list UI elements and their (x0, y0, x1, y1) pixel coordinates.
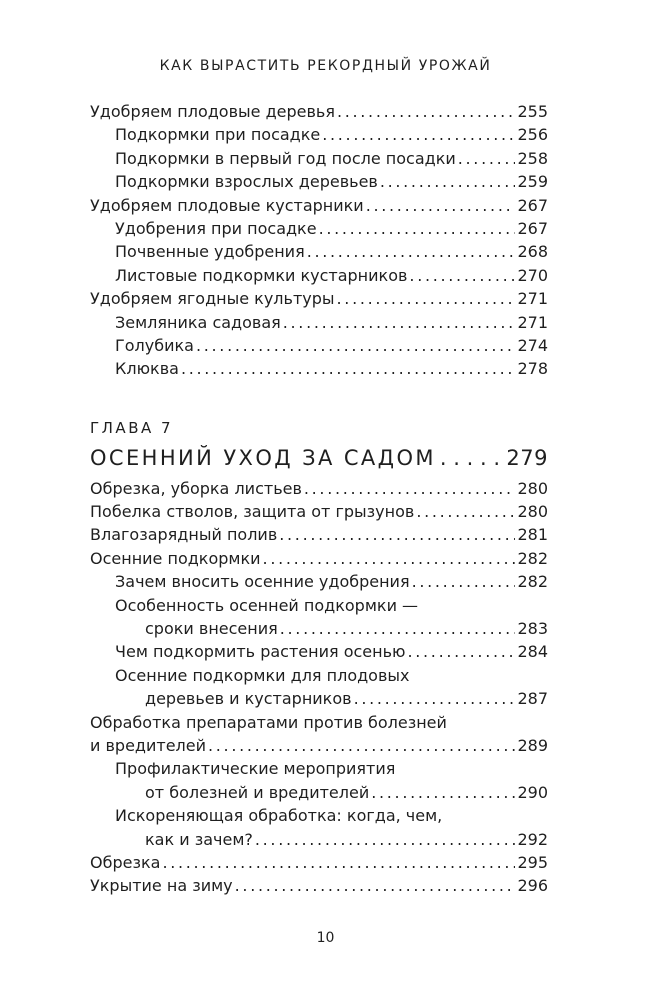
toc-entry-title: Удобряем плодовые кустарники (90, 195, 364, 215)
toc-entry-page: 271 (517, 312, 548, 332)
toc-entry-page: 271 (517, 289, 548, 309)
toc-entry-title: Обрезка (90, 852, 161, 872)
dot-leader (337, 100, 515, 123)
toc-entry-title: Почвенные удобрения (115, 242, 305, 262)
toc-entry-page: 256 (517, 125, 548, 145)
toc-entry-page: 255 (517, 102, 548, 121)
toc-entry-page: 281 (517, 525, 548, 545)
toc-entry-title: Подкормки в первый год после посадки (115, 148, 456, 168)
toc-entry (90, 640, 548, 663)
toc-entry (90, 851, 548, 874)
toc-entry-title: Чем подкормить растения осенью (115, 642, 406, 662)
dot-leader (208, 734, 515, 757)
toc-entry (90, 687, 548, 710)
toc-entry-title: деревьев и кустарников (145, 689, 352, 709)
dot-leader (196, 334, 515, 357)
toc-entry-title: Зачем вносить осенние удобрения (115, 572, 410, 592)
toc-entry-title: как и зачем? (145, 829, 253, 849)
chapter-page: 279 (506, 445, 548, 470)
dot-leader (263, 547, 516, 570)
toc-entry (90, 264, 548, 287)
dot-leader (322, 123, 515, 146)
toc-entry (90, 217, 548, 240)
toc-entry (90, 334, 548, 357)
toc-entry-title: от болезней и вредителей (145, 782, 370, 802)
toc-entry-page: 268 (517, 242, 548, 262)
toc-entry (90, 500, 548, 523)
toc-entry-page: 270 (517, 265, 548, 285)
toc-entry-page: 280 (517, 502, 548, 522)
dot-leader (366, 194, 516, 217)
toc-entry-page: 283 (517, 619, 548, 639)
toc-entry (90, 781, 548, 804)
toc-entry (90, 170, 548, 193)
toc-entry-title: Осенние подкормки (90, 548, 261, 568)
toc-entry-title: Удобрения при посадке (115, 218, 317, 238)
toc-entry-title: Удобряем ягодные культуры (90, 289, 335, 309)
toc-entry (90, 477, 548, 500)
toc-entry-page: 284 (517, 642, 548, 662)
toc-entry-title: Влагозарядный полив (90, 525, 278, 545)
toc-entry-title: Укрытие на зиму (90, 876, 233, 896)
running-head: КАК ВЫРАСТИТЬ РЕКОРДНЫЙ УРОЖАЙ (159, 58, 492, 74)
chapter-title: ОСЕННИЙ УХОД ЗА САДОМ (90, 445, 436, 470)
dot-leader (458, 147, 516, 170)
toc-entry-title: сроки внесения (145, 619, 278, 639)
table-of-contents (90, 100, 548, 898)
dot-leader (280, 617, 516, 640)
dot-leader (307, 240, 516, 263)
chapter-label: ГЛАВА 7 (90, 418, 174, 437)
toc-entry-title: Голубика (115, 335, 194, 355)
toc-entry-title: Удобряем плодовые деревья (90, 102, 335, 121)
dot-leader (181, 357, 516, 380)
toc-entry-title: Подкормки при посадке (115, 125, 321, 145)
toc-entry-page: 267 (517, 218, 548, 238)
toc-entry-title: и вредителей (90, 735, 207, 755)
chapter-title-entry (90, 441, 548, 475)
toc-entry-title: Подкормки взрослых деревьев (115, 172, 378, 192)
toc-entry (90, 123, 548, 146)
dot-leader (255, 828, 516, 851)
toc-entry-title: Побелка стволов, защита от грызунов (90, 502, 415, 522)
dot-leader (409, 264, 515, 287)
toc-entry-page: 292 (517, 829, 548, 849)
page-number: 10 (316, 930, 335, 946)
dot-leader (283, 311, 516, 334)
toc-entry-first-line: Осенние подкормки для плодовых (115, 665, 410, 685)
toc-entry (90, 147, 548, 170)
toc-entry (90, 287, 548, 310)
toc-entry (90, 734, 548, 757)
toc-entry-page: 278 (517, 359, 548, 379)
toc-entry-page: 282 (517, 572, 548, 592)
toc-entry (90, 523, 548, 546)
toc-entry-page: 289 (517, 735, 548, 755)
dot-leader (440, 441, 502, 475)
toc-entry-page: 287 (517, 689, 548, 709)
dot-leader (162, 851, 515, 874)
toc-entry-page: 290 (517, 782, 548, 802)
toc-entry-first-line: Искореняющая обработка: когда, чем, (115, 806, 443, 826)
dot-leader (279, 523, 515, 546)
toc-entry-title: Земляника садовая (115, 312, 281, 332)
toc-entry-first-line: Профилактические мероприятия (115, 759, 396, 779)
toc-entry (90, 828, 548, 851)
toc-entry-page: 296 (517, 876, 548, 896)
toc-entry-page: 258 (517, 148, 548, 168)
dot-leader (416, 500, 515, 523)
toc-entry (90, 357, 548, 380)
toc-entry (90, 100, 548, 123)
toc-entry-first-line: Особенность осенней подкормки — (115, 595, 419, 615)
toc-entry-title: Обрезка, уборка листьев (90, 478, 302, 498)
toc-entry-page: 267 (517, 195, 548, 215)
dot-leader (412, 570, 516, 593)
toc-entry-page: 282 (517, 548, 548, 568)
dot-leader (235, 874, 516, 897)
toc-entry-page: 274 (517, 335, 548, 355)
toc-entry-title: Листовые подкормки кустарников (115, 265, 408, 285)
toc-entry-page: 280 (517, 478, 548, 498)
toc-entry (90, 311, 548, 334)
toc-entry (90, 547, 548, 570)
dot-leader (371, 781, 515, 804)
toc-entry-title: Клюква (115, 359, 179, 379)
toc-entry (90, 240, 548, 263)
toc-entry (90, 874, 548, 897)
toc-entry-page: 295 (517, 852, 548, 872)
toc-entry-page: 259 (517, 172, 548, 192)
dot-leader (380, 170, 516, 193)
toc-entry-first-line: Обработка препаратами против болезней (90, 712, 447, 732)
toc-entry (90, 570, 548, 593)
toc-entry (90, 194, 548, 217)
dot-leader (304, 477, 516, 500)
dot-leader (319, 217, 516, 240)
dot-leader (354, 687, 516, 710)
toc-entry (90, 617, 548, 640)
dot-leader (407, 640, 515, 663)
dot-leader (337, 287, 516, 310)
